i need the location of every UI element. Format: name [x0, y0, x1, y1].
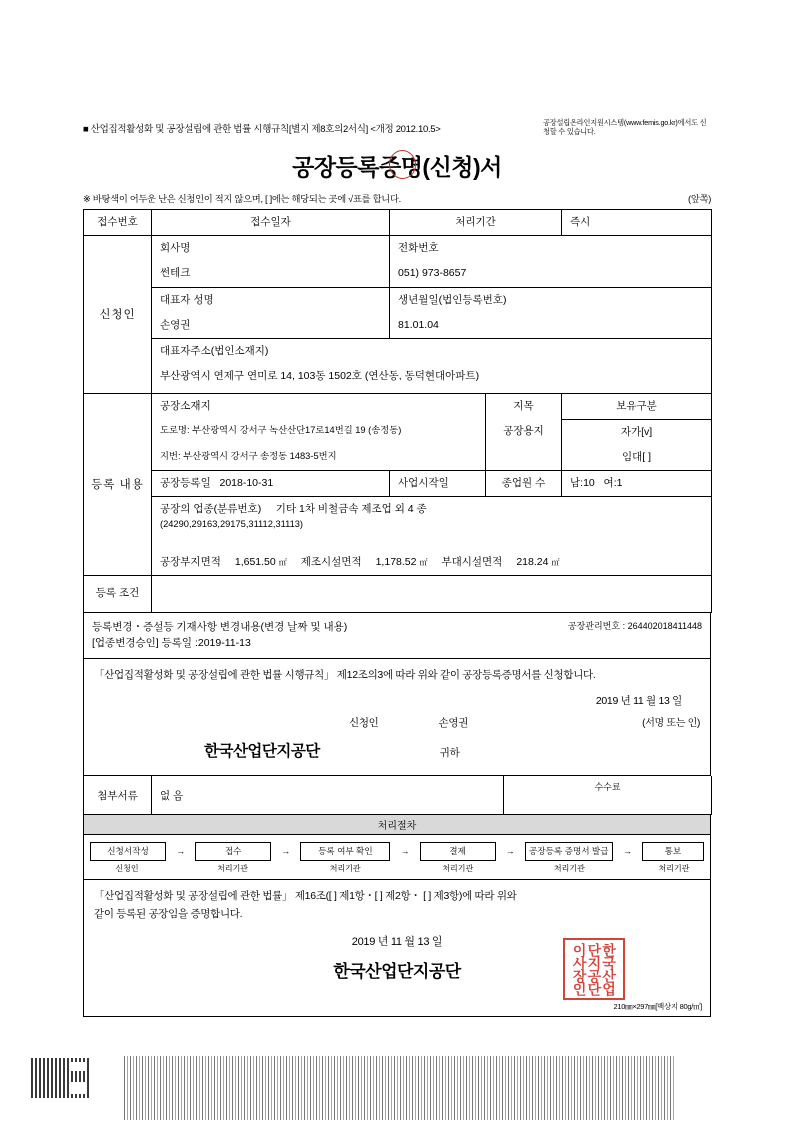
process-section-title: 처리절차 — [83, 815, 711, 835]
lot-address-value: 지번: 부산광역시 강서구 송정동 1483-5번지 — [160, 450, 337, 461]
aux-area-unit: ㎡ — [551, 558, 560, 568]
applicant-company-row — [84, 236, 712, 262]
company-name-label: 회사명 — [160, 242, 191, 255]
process-flow — [83, 835, 711, 880]
page-side-mark: (앞쪽) — [688, 194, 711, 204]
application-statement-block — [83, 659, 711, 776]
scan-artifact-square — [31, 1058, 91, 1098]
arrow-icon: → — [400, 846, 410, 857]
aux-area-value: 218.24 — [516, 556, 549, 569]
statement-body: 「산업집적활성화 및 공장설립에 관한 법률 시행규칙」 제12조의3에 따라 위와 같이 공장등록증명서를 신청합니다. — [94, 669, 596, 682]
form-sheet — [83, 118, 711, 1017]
certification-date: 2019 년 11 월 13 일 — [351, 936, 443, 949]
applicant-address-value-row — [84, 364, 712, 393]
industry-codes: (24290,29163,29175,31112,31113) — [160, 518, 304, 529]
company-name-value: 썬테크 — [160, 267, 191, 280]
employees-label: 종업원 수 — [501, 477, 546, 490]
change-line: [업종변경승인] 등록일 :2019-11-13 — [92, 637, 251, 650]
phone-label: 전화번호 — [398, 242, 439, 255]
applicant-rep-row — [84, 287, 712, 313]
industry-label: 공장의 업종(분류번호) — [160, 503, 262, 516]
certification-body-line2: 같이 등록된 공장임을 증명합니다. — [94, 907, 243, 920]
online-system-note: 공장설립온라인지원시스템(www.femis.go.kr)에서도 신청할 수 있습니다. — [543, 118, 707, 136]
arrow-icon: → — [281, 846, 291, 857]
ownership-label: 보유구분 — [616, 399, 657, 412]
factory-mgmt-no: 공장관리번호 : 264402018411448 — [567, 620, 702, 631]
receipt-no-label: 접수번호 — [97, 216, 138, 228]
applicant-sign-name: 손영권 — [438, 716, 469, 729]
process-step-box: 접수 — [195, 842, 271, 861]
address-label: 대표자주소(법인소재지) — [160, 345, 269, 358]
mfg-area-unit: ㎡ — [419, 558, 428, 568]
representative-value: 손영권 — [160, 318, 191, 331]
form-header — [83, 118, 711, 136]
form-main-table — [83, 209, 712, 613]
aux-area-label: 부대시설면적 — [441, 556, 503, 569]
applicant-company-value-row — [84, 261, 712, 287]
factory-lot-address-row — [84, 445, 712, 471]
form-instruction-row — [83, 191, 711, 205]
process-step-box: 신청서작성 — [90, 842, 166, 861]
registration-date-label: 공장등록일 — [160, 477, 211, 490]
business-start-date-label: 사업시작일 — [398, 477, 449, 490]
certification-block — [83, 880, 711, 1017]
process-step-box: 통보 — [642, 842, 704, 861]
process-actor: 처리기관 — [553, 863, 585, 873]
process-step-box: 등록 여부 확인 — [300, 842, 390, 861]
official-seal-stamp: 한국산업단지공단이사장인 — [563, 938, 625, 1000]
process-actor: 처리기관 — [658, 863, 690, 873]
registration-section-label: 등록 내용 — [91, 479, 144, 492]
factory-road-address-row — [84, 419, 712, 445]
applicant-rep-value-row — [84, 313, 712, 339]
address-value: 부산광역시 연제구 연미로 14, 103동 1502호 (연산동, 동덕현대아파트) — [160, 370, 480, 383]
industry-block — [152, 497, 711, 550]
factory-location-row — [84, 393, 712, 419]
land-category-label: 지목 — [513, 399, 534, 412]
arrow-icon: → — [176, 846, 186, 857]
attachment-label: 첨부서류 — [84, 776, 152, 815]
signature-note: (서명 또는 인) — [642, 717, 700, 729]
industry-row — [84, 497, 712, 550]
receipt-date-label: 접수일자 — [250, 216, 291, 228]
statement-date: 2019 년 11 월 13 일 — [595, 694, 682, 707]
certification-organization: 한국산업단지공단 — [333, 962, 461, 982]
industry-value: 기타 1차 비철금속 제조업 외 4 종 — [275, 503, 427, 516]
process-step-box: 공장등록 증명서 발급 — [525, 842, 613, 861]
process-actor: 신청인 — [115, 863, 139, 873]
change-title: 등록변경・증설등 기재사항 변경내용(변경 날짜 및 내용) — [92, 620, 348, 633]
representative-label: 대표자 성명 — [160, 293, 214, 306]
ownership-lease-checkbox[interactable]: 임대[ ] — [622, 450, 652, 463]
process-actor: 처리기관 — [442, 863, 474, 873]
attachment-fee-table — [83, 776, 712, 815]
mfg-area-label: 제조시설면적 — [300, 556, 362, 569]
form-instruction: ※ 바탕색이 어두운 난은 신청인이 적지 않으며, [ ]에는 해당되는 곳에 √표를 합니다. — [83, 194, 401, 204]
processing-period-value: 즉시 — [570, 216, 591, 228]
scan-artifact-band — [124, 1048, 674, 1120]
area-block — [152, 550, 711, 575]
employees-male: 남:10 — [570, 477, 595, 490]
birthdate-value: 81.01.04 — [398, 318, 439, 331]
condition-value — [152, 576, 711, 586]
certification-body-line1: 「산업집적활성화 및 공장설립에 관한 법률」 제16조([ ] 제1항・[ ] 제2항・ [ ] 제3항)에 따라 위와 — [94, 889, 517, 902]
arrow-icon: → — [622, 846, 632, 857]
site-area-unit: ㎡ — [278, 558, 287, 568]
processing-period-label: 처리기간 — [455, 216, 496, 228]
form-legal-reference: ■ 산업집적활성화 및 공장설립에 관한 법률 시행규칙[별지 제8호의2서식] <개정 2012.10.5> — [83, 124, 441, 135]
receipt-row — [84, 210, 712, 236]
phone-value: 051) 973-8657 — [398, 267, 467, 280]
condition-label: 등록 조건 — [95, 587, 140, 600]
road-address-value: 도로명: 부산광역시 강서구 녹산산단17로14번길 19 (송정동) — [160, 425, 402, 436]
industry-line — [160, 502, 703, 517]
site-area-value: 1,651.50 — [234, 556, 276, 569]
attachment-value: 없 음 — [152, 776, 504, 815]
process-steps — [90, 842, 704, 861]
birthdate-label: 생년월일(법인등록번호) — [398, 293, 507, 306]
land-category-value: 공장용지 — [503, 425, 544, 438]
ownership-own-checkbox[interactable]: 자가[v] — [620, 425, 653, 438]
mfg-area-value: 1,178.52 — [375, 556, 417, 569]
area-row — [84, 550, 712, 576]
process-actor: 처리기관 — [217, 863, 249, 873]
statement-org-row — [94, 739, 700, 769]
paper-size-note: 210㎜×297㎜[백상지 80g/㎡] — [613, 1001, 702, 1011]
registration-date-row — [84, 471, 712, 497]
applicant-section-label: 신청인 — [99, 309, 136, 322]
employees-values — [562, 471, 711, 496]
process-actor: 처리기관 — [329, 863, 361, 873]
process-step-box: 결제 — [420, 842, 496, 861]
receiving-organization: 한국산업단지공단 — [204, 742, 320, 760]
fee-label: 수수료 — [504, 776, 712, 815]
change-block — [83, 613, 711, 660]
arrow-icon: → — [505, 846, 515, 857]
registration-date-value: 2018-10-31 — [219, 477, 274, 490]
statement-signature-row — [94, 715, 700, 733]
attachment-row — [84, 776, 712, 815]
site-area-label: 공장부지면적 — [160, 556, 221, 569]
registration-date-pair — [152, 471, 389, 496]
applicant-sign-label: 신청인 — [349, 716, 379, 729]
receiving-organization-honorific: 귀하 — [439, 746, 460, 759]
page-title — [83, 149, 711, 182]
process-actors — [90, 863, 704, 874]
employees-female: 여:1 — [603, 477, 623, 490]
page-title-text: 공장등록증명(신청)서 — [292, 154, 502, 180]
condition-row — [84, 576, 712, 612]
factory-location-label: 공장소재지 — [160, 399, 211, 412]
applicant-address-label-row — [84, 339, 712, 365]
